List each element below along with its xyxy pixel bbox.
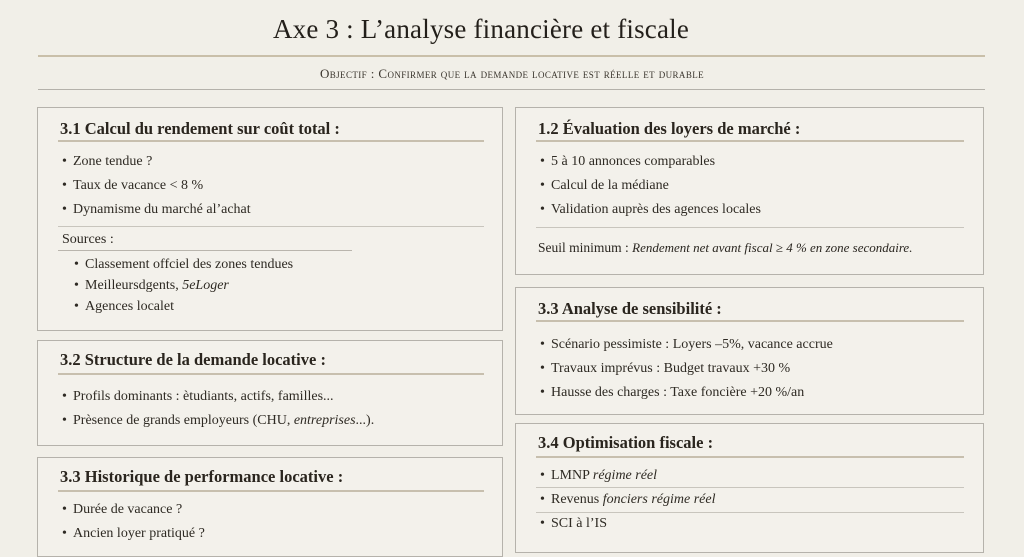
list-item: • LMNP régime réel [540, 464, 715, 488]
list-item: • Prèsence de grands employeurs (CHU, entreprises...). [62, 409, 374, 433]
bullet-icon: • [62, 526, 67, 541]
heading-underline [58, 140, 484, 142]
section-3-3-sensitivity-card [515, 287, 984, 415]
bullet-icon: • [74, 299, 79, 314]
divider [536, 487, 964, 488]
bullet-icon: • [62, 202, 67, 217]
bullet-icon: • [540, 178, 545, 193]
list-item: • Travaux imprévus : Budget travaux +30 % [540, 357, 833, 381]
list-item: • Ancien loyer pratiqué ? [62, 522, 205, 546]
list-item: • Profils dominants : ètudiants, actifs, familles... [62, 385, 374, 409]
divider [536, 227, 964, 228]
section-list [62, 385, 374, 433]
list-item: • Revenus fonciers régime réel [540, 488, 715, 512]
bullet-icon: • [62, 178, 67, 193]
sources-underline [58, 250, 352, 251]
bullet-icon: • [62, 389, 67, 404]
list-item: • 5 à 10 annonces comparables [540, 150, 761, 174]
section-heading: 3.2 Structure de la demande locative : [60, 350, 326, 369]
section-3-2-card [37, 340, 503, 446]
heading-underline [536, 456, 964, 458]
bullet-icon: • [540, 516, 545, 531]
section-3-1-card [37, 107, 503, 331]
section-3-3-history-card [37, 457, 503, 557]
bullet-icon: • [62, 502, 67, 517]
bullet-icon: • [540, 468, 545, 483]
source-item: • Agences localet [74, 296, 293, 317]
list-item: • Zone tendue ? [62, 150, 251, 174]
list-item: • SCI à l’IS [540, 512, 715, 536]
bullet-icon: • [74, 278, 79, 293]
section-3-4-card [515, 423, 984, 553]
bullet-icon: • [62, 413, 67, 428]
list-item: • Dynamisme du marché al’achat [62, 198, 251, 222]
section-list [62, 150, 251, 222]
section-heading: 3.3 Historique de performance locative : [60, 467, 344, 486]
threshold-label: Seuil minimum : [538, 240, 633, 255]
list-item: • Validation auprès des agences locales [540, 198, 761, 222]
threshold-note [538, 240, 912, 256]
objective-subtitle: Objectif : Confirmer que la demande locative est réelle et durable [319, 66, 705, 81]
section-list [62, 498, 205, 546]
bullet-icon: • [540, 337, 545, 352]
divider [58, 226, 484, 227]
source-item: • Meilleursdgents, 5eLoger [74, 275, 293, 296]
bullet-icon: • [540, 154, 545, 169]
section-heading: 3.4 Optimisation fiscale : [538, 433, 714, 452]
bullet-icon: • [74, 257, 79, 272]
threshold-value: Rendement net avant fiscal ≥ 4 % en zone secondaire. [632, 240, 913, 255]
list-item: • Hausse des charges : Taxe foncière +20 %/an [540, 381, 833, 405]
heading-underline [536, 140, 964, 142]
heading-underline [536, 320, 964, 322]
sources-label: Sources : [62, 232, 114, 247]
section-list [540, 150, 761, 222]
section-list [540, 464, 715, 536]
source-item: • Classement offciel des zones tendues [74, 254, 293, 275]
divider [536, 512, 964, 513]
title-divider [38, 55, 985, 57]
bullet-icon: • [540, 492, 545, 507]
page-title: Axe 3 : L’analyse financière et fiscale [272, 14, 690, 44]
list-item: • Scénario pessimiste : Loyers –5%, vacance accrue [540, 333, 833, 357]
bullet-icon: • [540, 385, 545, 400]
bullet-icon: • [540, 202, 545, 217]
section-list [540, 333, 833, 405]
list-item: • Durée de vacance ? [62, 498, 205, 522]
section-heading: 1.2 Évaluation des loyers de marché : [538, 119, 801, 138]
section-heading: 3.1 Calcul du rendement sur coût total : [60, 119, 340, 138]
list-item: • Calcul de la médiane [540, 174, 761, 198]
bullet-icon: • [62, 154, 67, 169]
heading-underline [58, 490, 484, 492]
list-item: • Taux de vacance < 8 % [62, 174, 251, 198]
heading-underline [58, 373, 484, 375]
section-1-2-card [515, 107, 984, 275]
bullet-icon: • [540, 361, 545, 376]
sources-list [74, 254, 293, 317]
section-heading: 3.3 Analyse de sensibilité : [538, 299, 722, 318]
objective-divider [38, 89, 985, 90]
